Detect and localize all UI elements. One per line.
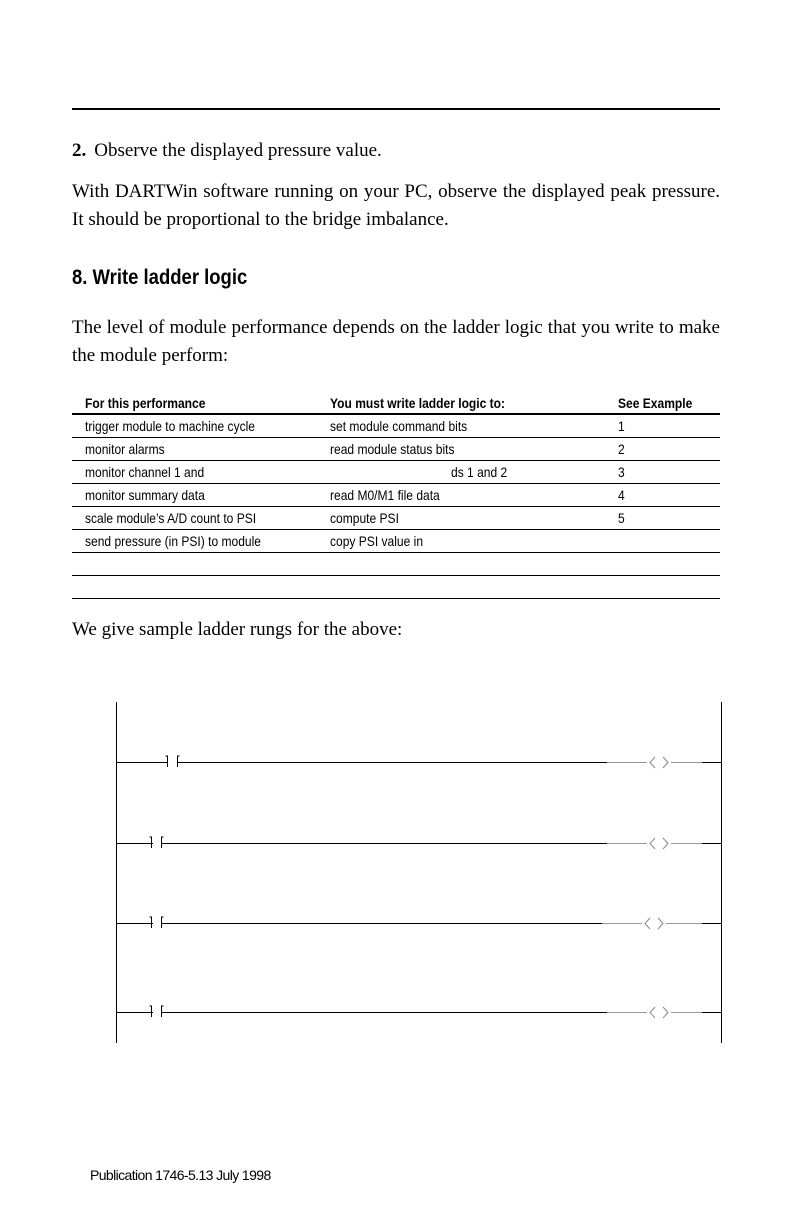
table-cell: set module command bits bbox=[317, 414, 605, 438]
table-cell: monitor summary data bbox=[72, 484, 317, 507]
table-cell: read module status bits bbox=[317, 438, 605, 461]
step-number: 2. bbox=[72, 140, 87, 161]
rung-2 bbox=[116, 837, 722, 849]
rung-1 bbox=[116, 756, 722, 768]
contact-icon bbox=[149, 837, 164, 848]
section-heading: 8. Write ladder logic bbox=[72, 266, 248, 289]
table-cell: ds 1 and 2 bbox=[317, 461, 605, 484]
table-cell bbox=[605, 576, 720, 599]
contact-icon bbox=[149, 917, 164, 928]
paragraph-sample-rungs: We give sample ladder rungs for the above: bbox=[72, 619, 403, 640]
table-cell bbox=[605, 530, 720, 553]
table-cell: send pressure (in PSI) to module bbox=[72, 530, 317, 553]
table-cell: compute PSI bbox=[317, 507, 605, 530]
table-cell bbox=[605, 553, 720, 576]
table-row bbox=[72, 414, 720, 438]
coil-icon bbox=[645, 918, 663, 929]
step-2 bbox=[72, 140, 382, 162]
publication-footer: Publication 1746-5.13 July 1998 bbox=[90, 1167, 271, 1183]
rung-4 bbox=[116, 1006, 722, 1018]
table-cell: 3 bbox=[605, 461, 720, 484]
table-cell bbox=[317, 576, 605, 599]
coil-icon bbox=[650, 757, 668, 768]
performance-table-wrap bbox=[72, 393, 720, 599]
col-header-performance: For this performance bbox=[72, 393, 317, 414]
paragraph-observe-pressure: With DARTWin software running on your PC, observe the displayed peak pressure. It should be proportional to the bridge imbalance. bbox=[72, 181, 720, 230]
table-row bbox=[72, 438, 720, 461]
contact-icon bbox=[149, 1006, 164, 1017]
contact-icon bbox=[163, 756, 180, 767]
table-cell: read M0/M1 file data bbox=[317, 484, 605, 507]
table-cell: monitor alarms bbox=[72, 438, 317, 461]
table-cell: trigger module to machine cycle bbox=[72, 414, 317, 438]
paragraph-module-performance: The level of module performance depends on the ladder logic that you write to make the module perform: bbox=[72, 317, 720, 366]
ladder-diagram bbox=[112, 700, 727, 1045]
rung-3 bbox=[116, 917, 722, 929]
step-text: Observe the displayed pressure value. bbox=[94, 140, 382, 161]
table-cell: scale module’s A/D count to PSI bbox=[72, 507, 317, 530]
table-cell: 4 bbox=[605, 484, 720, 507]
table-row bbox=[72, 553, 720, 576]
table-header-row bbox=[72, 393, 720, 414]
table-row bbox=[72, 576, 720, 599]
performance-table bbox=[72, 393, 720, 599]
table-cell: 5 bbox=[605, 507, 720, 530]
table-row bbox=[72, 507, 720, 530]
table-cell bbox=[72, 576, 317, 599]
table-row bbox=[72, 484, 720, 507]
coil-icon bbox=[650, 1007, 668, 1018]
top-rule bbox=[72, 108, 720, 110]
table-cell: 1 bbox=[605, 414, 720, 438]
col-header-example: See Example bbox=[605, 393, 720, 414]
table-row bbox=[72, 530, 720, 553]
table-row bbox=[72, 461, 720, 484]
table-cell: copy PSI value in bbox=[317, 530, 605, 553]
table-cell: monitor channel 1 and bbox=[72, 461, 317, 484]
table-cell bbox=[317, 553, 605, 576]
coil-icon bbox=[650, 838, 668, 849]
table-cell: 2 bbox=[605, 438, 720, 461]
col-header-ladder-logic: You must write ladder logic to: bbox=[317, 393, 605, 414]
table-cell bbox=[72, 553, 317, 576]
